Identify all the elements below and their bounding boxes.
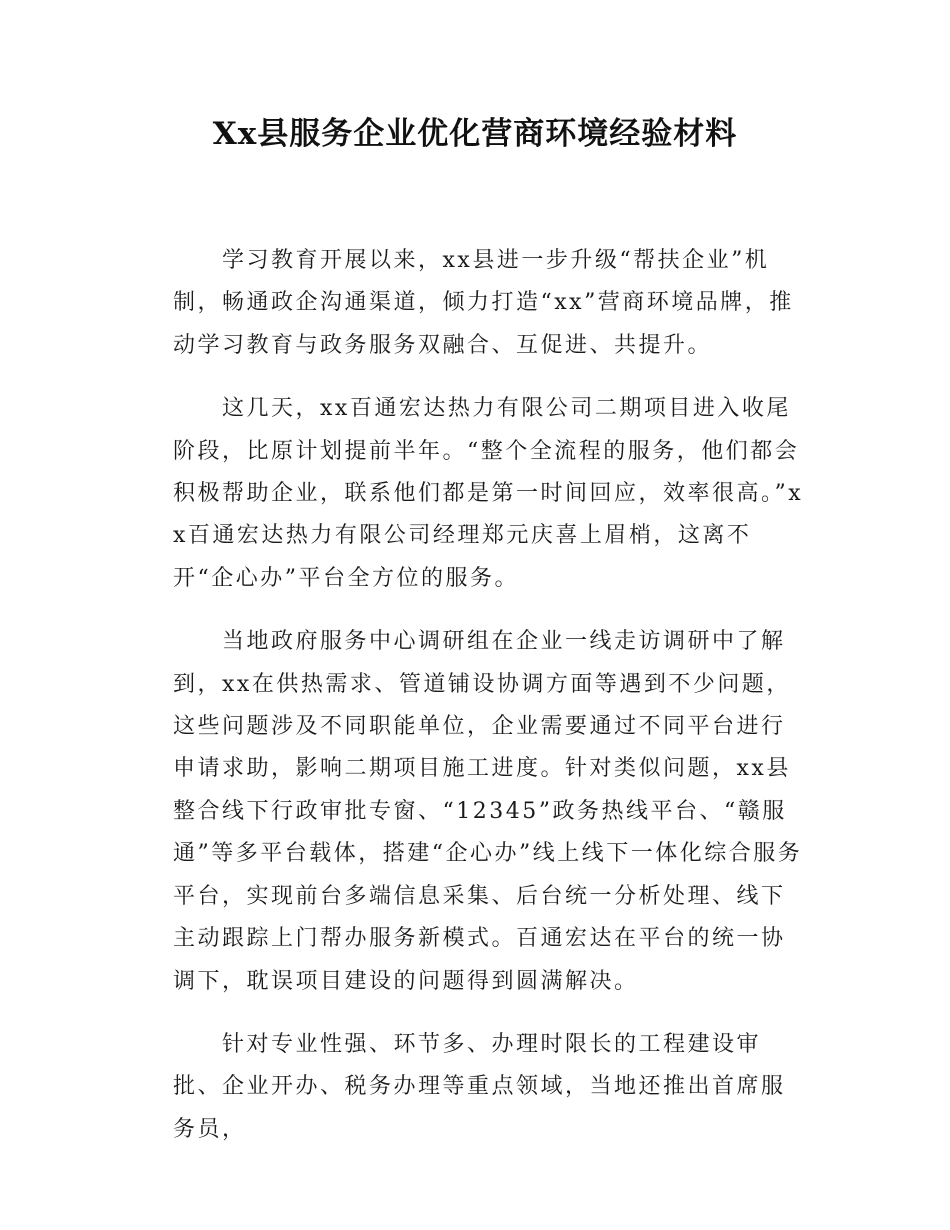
document-body bbox=[173, 240, 805, 1151]
paragraph-chief-service: 针对专业性强、环节多、办理时限长的工程建设审批、企业开办、税务办理等重点领域，当地还推出首席服务员， bbox=[173, 1031, 786, 1142]
paragraph-platform: 当地政府服务中心调研组在企业一线走访调研中了解到，xx在供热需求、管道铺设协调方面等遇到不少问题，这些问题涉及不同职能单位，企业需要通过不同平台进行申请求助，影响二期项目施工进度。针对类似问题，xx县整合线下行政审批专窗、“12345”政务热线平台、“赣服通”等多平台载体，搭建“企心办”线上线下一体化综合服务平台，实现前台多端信息采集、后台统一分析处理、线下主动跟踪上门帮办服务新模式。百通宏达在平台的统一协调下，耽误项目建设的问题得到圆满解决。 bbox=[173, 629, 803, 994]
document-title: Xx县服务企业优化营商环境经验材料 bbox=[212, 116, 738, 152]
paragraph-intro: 学习教育开展以来，xx县进一步升级“帮扶企业”机制，畅通政企沟通渠道，倾力打造“xx”营商环境品牌，推动学习教育与政务服务双融合、互促进、共提升。 bbox=[173, 248, 794, 358]
paragraph-company-case: 这几天，xx百通宏达热力有限公司二期项目进入收尾阶段，比原计划提前半年。“整个全流程的服务，他们都会积极帮助企业，联系他们都是第一时间回应，效率很高。”xx百通宏达热力有限公司经理郑元庆喜上眉梢，这离不开“企心办”平台全方位的服务。 bbox=[173, 396, 804, 591]
